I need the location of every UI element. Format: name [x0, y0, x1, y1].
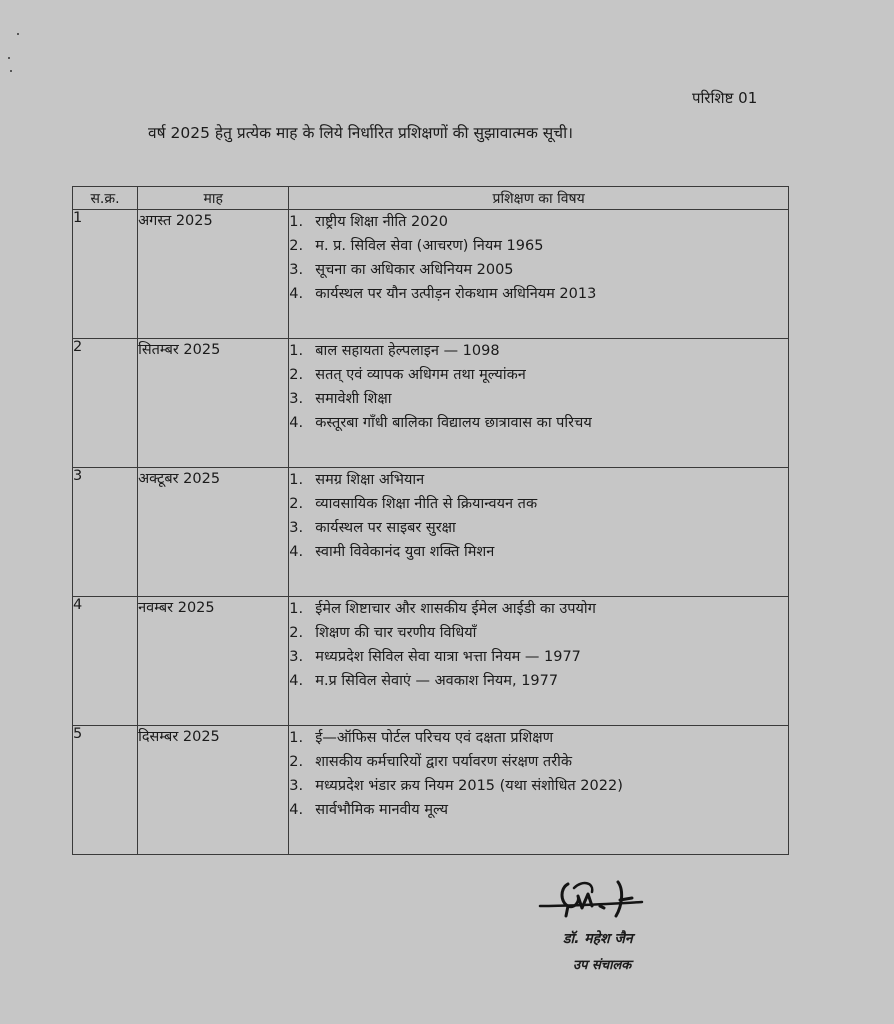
month-cell: अक्टूबर 2025 [138, 468, 289, 597]
topic-number: 3. [289, 262, 304, 278]
topic-text: शासकीय कर्मचारियों द्वारा पर्यावरण संरक्षण तरीके [315, 754, 573, 770]
topic-number: 3. [289, 520, 304, 536]
topic-text: व्यावसायिक शिक्षा नीति से क्रियान्वयन तक [315, 496, 538, 512]
month-cell: अगस्त 2025 [138, 210, 289, 339]
topic-text: शिक्षण की चार चरणीय विधियाँ [315, 625, 477, 641]
table-row [73, 210, 789, 339]
scan-speck [8, 57, 10, 59]
topic-item [289, 258, 788, 282]
table-row [73, 339, 789, 468]
topic-number: 2. [289, 367, 304, 383]
topic-number: 1. [289, 343, 304, 359]
topic-text: सूचना का अधिकार अधिनियम 2005 [315, 262, 514, 278]
serial-number: 4 [73, 597, 138, 726]
topic-item [289, 282, 788, 306]
topic-text: ईमेल शिष्टाचार और शासकीय ईमेल आईडी का उपयोग [315, 601, 596, 617]
topic-number: 4. [289, 544, 304, 560]
serial-number: 1 [73, 210, 138, 339]
topic-number: 4. [289, 673, 304, 689]
topic-text: कार्यस्थल पर यौन उत्पीड़न रोकथाम अधिनियम 2013 [315, 286, 597, 302]
topic-number: 2. [289, 625, 304, 641]
table-row [73, 597, 789, 726]
topic-item [289, 468, 788, 492]
topic-item [289, 363, 788, 387]
topic-item [289, 750, 788, 774]
topics-cell [289, 468, 789, 597]
topic-number: 4. [289, 802, 304, 818]
topic-text: मध्यप्रदेश भंडार क्रय नियम 2015 (यथा संशोधित 2022) [315, 778, 623, 794]
topic-text: बाल सहायता हेल्पलाइन — 1098 [315, 343, 500, 359]
topics-cell [289, 726, 789, 855]
topic-text: कार्यस्थल पर साइबर सुरक्षा [315, 520, 456, 536]
header-month: माह [138, 187, 289, 210]
topic-item [289, 210, 788, 234]
topic-number: 1. [289, 601, 304, 617]
topic-text: म.प्र सिविल सेवाएं — अवकाश नियम, 1977 [315, 673, 559, 689]
topic-item [289, 387, 788, 411]
signatory-designation: उप संचालक [573, 958, 632, 973]
annexure-label: परिशिष्ट 01 [692, 89, 758, 107]
topic-text: कस्तूरबा गाँधी बालिका विद्यालय छात्रावास का परिचय [315, 415, 592, 431]
topics-cell [289, 210, 789, 339]
topic-text: राष्ट्रीय शिक्षा नीति 2020 [315, 214, 448, 230]
month-cell: नवम्बर 2025 [138, 597, 289, 726]
topic-item [289, 669, 788, 693]
topic-number: 3. [289, 391, 304, 407]
serial-number: 3 [73, 468, 138, 597]
document-title: वर्ष 2025 हेतु प्रत्येक माह के लिये निर्धारित प्रशिक्षणों की सुझावात्मक सूची। [148, 124, 573, 142]
topic-number: 4. [289, 286, 304, 302]
topic-text: मध्यप्रदेश सिविल सेवा यात्रा भत्ता नियम — 1977 [315, 649, 581, 665]
month-cell: दिसम्बर 2025 [138, 726, 289, 855]
topic-number: 1. [289, 472, 304, 488]
topic-text: समग्र शिक्षा अभियान [315, 472, 425, 488]
topic-number: 1. [289, 214, 304, 230]
topic-text: ई—ऑफिस पोर्टल परिचय एवं दक्षता प्रशिक्षण [315, 730, 554, 746]
topic-list [289, 210, 788, 306]
topic-list [289, 339, 788, 435]
topic-number: 2. [289, 754, 304, 770]
topic-item [289, 597, 788, 621]
topic-number: 2. [289, 496, 304, 512]
topic-text: म. प्र. सिविल सेवा (आचरण) नियम 1965 [315, 238, 544, 254]
table-row [73, 726, 789, 855]
topic-number: 3. [289, 649, 304, 665]
topic-list [289, 468, 788, 564]
topic-list [289, 597, 788, 693]
topic-item [289, 411, 788, 435]
topic-text: सार्वभौमिक मानवीय मूल्य [315, 802, 449, 818]
serial-number: 5 [73, 726, 138, 855]
topic-item [289, 339, 788, 363]
signatory-name: डॉ. महेश जैन [563, 931, 633, 947]
topics-cell [289, 597, 789, 726]
topic-item [289, 798, 788, 822]
topic-item [289, 516, 788, 540]
serial-number: 2 [73, 339, 138, 468]
topic-text: सतत् एवं व्यापक अधिगम तथा मूल्यांकन [315, 367, 526, 383]
table-row [73, 468, 789, 597]
scan-speck [10, 70, 12, 72]
topic-number: 3. [289, 778, 304, 794]
header-training-subject: प्रशिक्षण का विषय [289, 187, 789, 210]
topic-list [289, 726, 788, 822]
month-cell: सितम्बर 2025 [138, 339, 289, 468]
header-serial-no: स.क्र. [73, 187, 138, 210]
topics-cell [289, 339, 789, 468]
topic-item [289, 774, 788, 798]
handwritten-signature [538, 876, 658, 926]
topic-item [289, 234, 788, 258]
topic-item [289, 621, 788, 645]
topic-item [289, 726, 788, 750]
topic-item [289, 540, 788, 564]
topic-text: समावेशी शिक्षा [315, 391, 392, 407]
training-schedule-table [72, 186, 789, 855]
topic-number: 1. [289, 730, 304, 746]
topic-number: 2. [289, 238, 304, 254]
topic-item [289, 645, 788, 669]
scan-speck [17, 33, 19, 35]
topic-item [289, 492, 788, 516]
topic-number: 4. [289, 415, 304, 431]
topic-text: स्वामी विवेकानंद युवा शक्ति मिशन [315, 544, 495, 560]
